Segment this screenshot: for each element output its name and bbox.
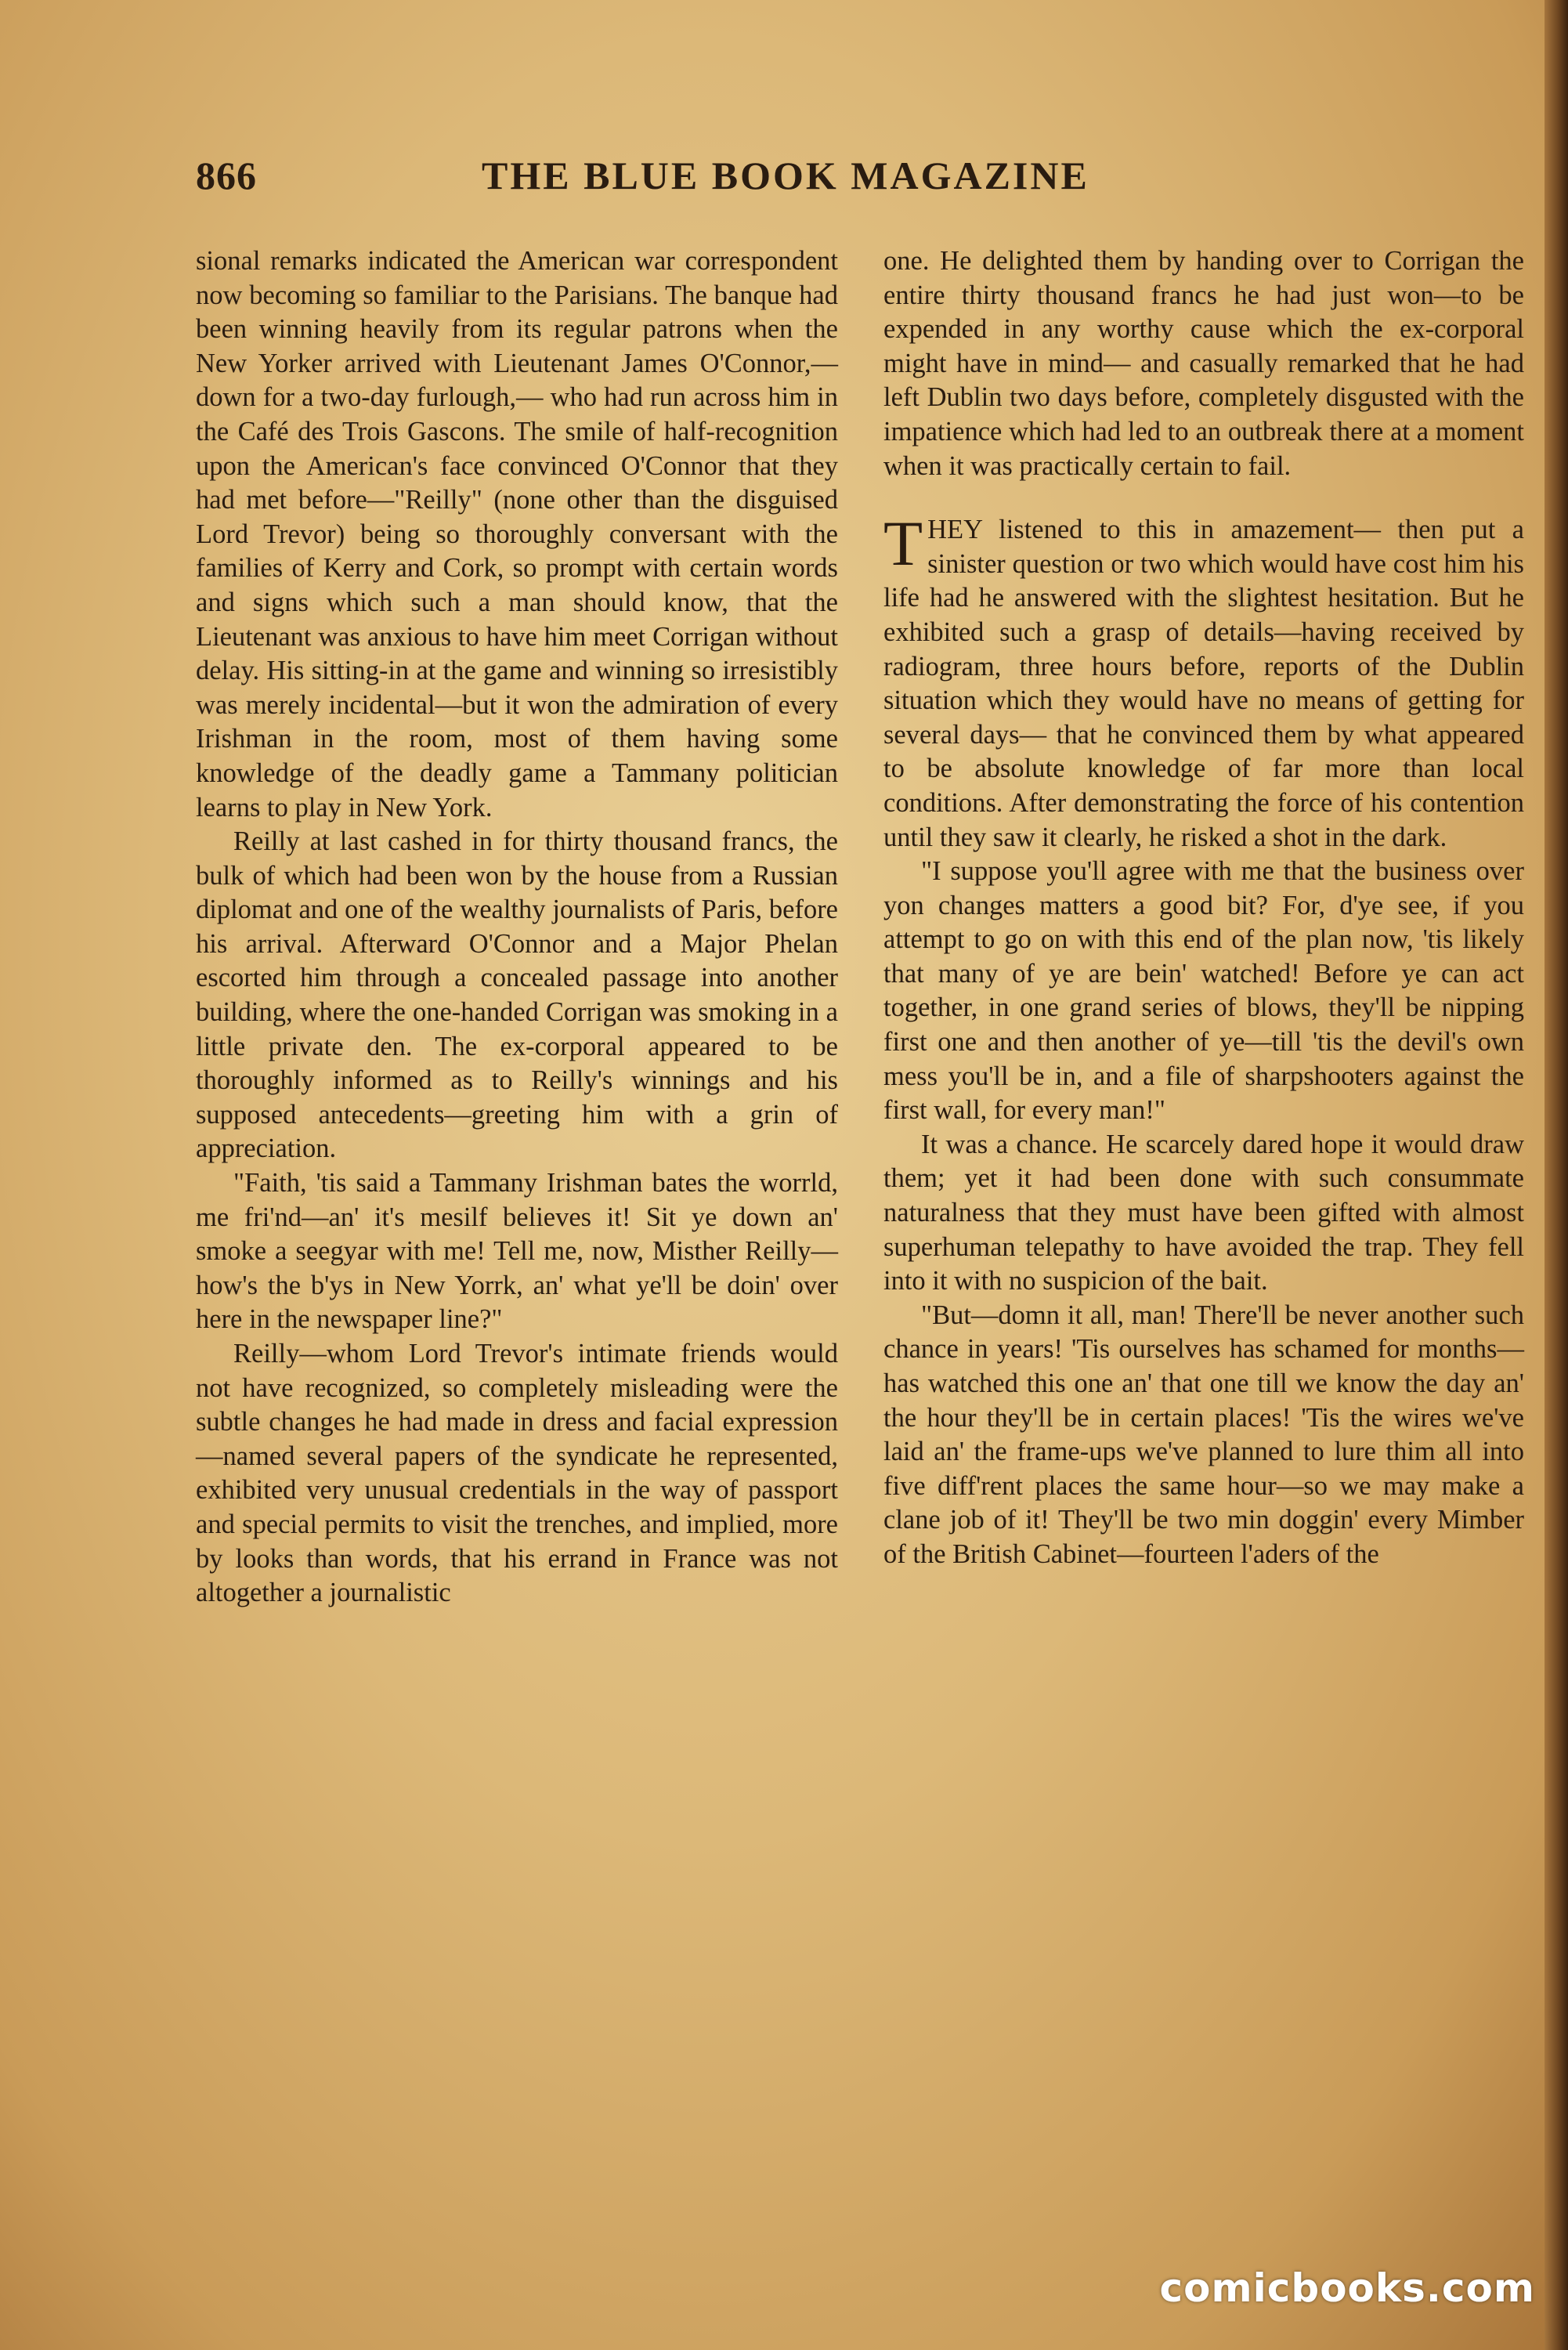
- paragraph-text: HEY listened to this in amazement— then put a sinister question or two which would have cost him his life had he answered with the slightest hesitation. But he exhibited such a grasp of details—having received by radiogram, three hours before, reports of the Dublin situation which they would have no means of getting for several days— that he convinced them by what appeared to be absolute knowledge of far more than local conditions. After demonstrating the force of his contention until they saw it clearly, he risked a shot in the dark.: [883, 515, 1524, 852]
- right-column: [883, 244, 1524, 1572]
- paragraph: "I suppose you'll agree with me that the business over yon changes matters a good bit? For, d'ye see, if you attempt to go on with this end of the plan now, 'tis likely that many of ye are bein' watched! Before ye can act together, in one grand series of blows, they'll be nipping first one and then another of ye—till 'tis the devil's own mess you'll be in, and a file of sharpshooters against the first wall, for every man!": [883, 856, 1524, 1126]
- paragraph: "Faith, 'tis said a Tammany Irishman bates the worrld, me fri'nd—an' it's mesilf believes it! Sit ye down an' smoke a seegyar with me! Tell me, now, Misther Reilly—how's the b'ys in New Yorrk, an' what ye'll be doin' over here in the newspaper line?": [196, 1168, 838, 1335]
- watermark: comicbooks.com: [1159, 2265, 1535, 2311]
- page-edge: [1545, 0, 1568, 2350]
- drop-cap: T: [883, 508, 923, 580]
- paragraph: one. He delighted them by handing over to Corrigan the entire thirty thousand francs he had just won—to be expended in any worthy cause which the ex-corporal might have in mind— and casually remarked that he had left Dublin two days before, completely disgusted with the impatience which had led to an outbreak there at a moment when it was practically certain to fail.: [883, 246, 1524, 481]
- paragraph: Reilly at last cashed in for thirty thousand francs, the bulk of which had been won by the house from a Russian diplomat and one of the wealthy journalists of Paris, before his arrival. Afterward O'Connor and a Major Phelan escorted him through a concealed passage into another building, where the one-handed Corrigan was smoking in a little private den. The ex-corporal appeared to be thoroughly informed as to Reilly's winnings and his supposed antecedents—greeting him with a grin of appreciation.: [196, 826, 838, 1164]
- paragraph: Reilly—whom Lord Trevor's intimate friends would not have recognized, so completely misleading were the subtle changes he had made in dress and facial expression—named several papers of the syndicate he represented, exhibited very unusual credentials in the way of passport and special permits to visit the trenches, and implied, more by looks than words, that his errand in France was not altogether a journalistic: [196, 1339, 838, 1608]
- left-column: [196, 244, 838, 1611]
- page-header: [196, 153, 1245, 208]
- paragraph: It was a chance. He scarcely dared hope it would draw them; yet it had been done with such consummate naturalness that they must have been gifted with almost superhuman telepathy to have avoided the trap. They fell into it with no suspicion of the bait.: [883, 1129, 1524, 1296]
- paragraph: "But—domn it all, man! There'll be never another such chance in years! 'Tis ourselves has schamed for months—has watched this one an' that one till we know the day an' the hour they'll be in certain places! 'Tis the wires we've laid an' the frame-ups we've planned to lure thim all into five diff'rent places the same hour—so we may make a clane job of it! They'll be two min doggin' every Mimber of the British Cabinet—fourteen l'aders of the: [883, 1300, 1524, 1569]
- page-number: 866: [196, 154, 257, 197]
- paragraph-with-drop-cap: [883, 508, 1524, 855]
- magazine-title: THE BLUE BOOK MAGAZINE: [482, 154, 1089, 197]
- paragraph: sional remarks indicated the American war correspondent now becoming so familiar to the Parisians. The banque had been winning heavily from its regular patrons when the New Yorker arrived with Lieutenant James O'Connor,—down for a two-day furlough,— who had run across him in the Café des Trois Gascons. The smile of half-recognition upon the American's face convinced O'Connor that they had met before—"Reilly" (none other than the disguised Lord Trevor) being so thoroughly conversant with the families of Kerry and Cork, so prompt with certain words and signs which such a man should know, that the Lieutenant was anxious to have him meet Corrigan without delay. His sitting-in at the game and winning so irresistibly was merely incidental—but it won the admiration of every Irishman in the room, most of them having some knowledge of the deadly game a Tammany politician learns to play in New York.: [196, 246, 838, 822]
